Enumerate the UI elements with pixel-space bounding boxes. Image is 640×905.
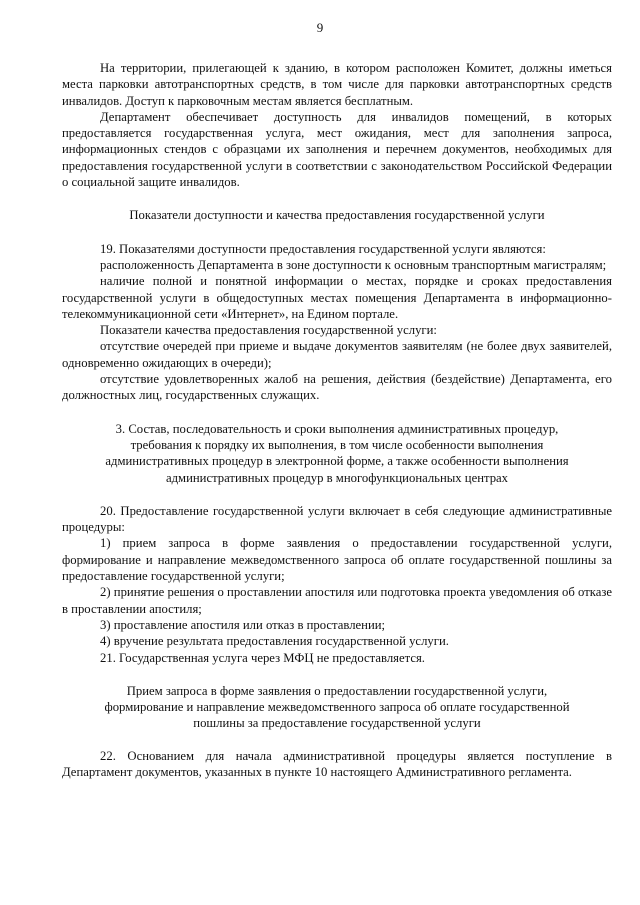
heading-line: пошлины за предоставление государственной услуги bbox=[193, 716, 481, 731]
document-body bbox=[62, 60, 612, 780]
paragraph-quality: Показатели качества предоставления государственной услуги: bbox=[100, 323, 437, 338]
heading-line: Прием запроса в форме заявления о предоставлении государственной услуги, bbox=[126, 683, 548, 698]
paragraph-21: 21. Государственная услуга через МФЦ не предоставляется. bbox=[100, 650, 425, 665]
paragraph-parking: На территории, прилегающей к зданию, в котором расположен Комитет, должны иметься места парковки автотранспортных средств, в том числе для парковки автотранспортных средств инвалидов. Доступ к парковочным местам является бесплатным. bbox=[62, 61, 612, 108]
heading-line: административных процедур в электронной форме, а также особенности выполнения bbox=[105, 454, 569, 469]
list-item-complaints: отсутствие удовлетворенных жалоб на решения, действия (бездействие) Департамента, его должностных лиц, государственных служащих. bbox=[62, 372, 612, 403]
paragraph-22: 22. Основанием для начала административной процедуры является поступление в Департамент документов, указанных в пункте 10 настоящего Административного регламента. bbox=[62, 748, 612, 779]
section-heading-request bbox=[62, 683, 612, 732]
heading-line: административных процедур в многофункциональных центрах bbox=[165, 470, 509, 485]
heading-line: 3. Состав, последовательность и сроки выполнения административных процедур, bbox=[115, 421, 559, 436]
list-item-queues: отсутствие очередей при приеме и выдаче документов заявителям (не более двух заявителей, одновременно ожидающих в очереди); bbox=[62, 339, 612, 370]
heading-line: требования к порядку их выполнения, в том числе особенности выполнения bbox=[130, 437, 544, 452]
heading-line: формирование и направление межведомственного запроса об оплате государственной bbox=[104, 700, 570, 715]
paragraph-20: 20. Предоставление государственной услуги включает в себя следующие административные процедуры: bbox=[62, 503, 612, 535]
list-item-location: расположенность Департамента в зоне доступности к основным транспортным магистралям; bbox=[100, 257, 607, 272]
section-heading-procedures bbox=[62, 421, 612, 486]
paragraph-19: 19. Показателями доступности предоставления государственной услуги являются: bbox=[100, 241, 546, 256]
section-heading-indicators: Показатели доступности и качества предоставления государственной услуги bbox=[129, 208, 545, 223]
procedure-item-3: 3) проставление апостиля или отказ в проставлении; bbox=[100, 617, 386, 632]
paragraph-accessibility: Департамент обеспечивает доступность для инвалидов помещений, в которых предоставляется государственная услуга, мест ожидания, мест для заполнения запроса, информационных стендов с образцами их заполнения и перечнем документов, необходимых для предоставления государственной услуги в соответствии с законодательством Российской Федерации о социальной защите инвалидов. bbox=[62, 109, 612, 190]
list-item-information: наличие полной и понятной информации о местах, порядке и сроках предоставления государственной услуги в общедоступных местах помещения Департамента в информационно-телекоммуникационной сети «Интернет», на Едином портале. bbox=[62, 274, 612, 321]
page-number: 9 bbox=[316, 20, 324, 35]
procedure-item-1: 1) прием запроса в форме заявления о предоставлении государственной услуги, формирование и направление межведомственного запроса об оплате государственной пошлины за предоставление государственной услуги; bbox=[62, 536, 612, 584]
procedure-item-4: 4) вручение результата предоставления государственной услуги. bbox=[100, 634, 449, 649]
procedure-item-2: 2) принятие решения о проставлении апостиля или подготовка проекта уведомления об отказе в проставлении апостиля; bbox=[62, 585, 612, 616]
